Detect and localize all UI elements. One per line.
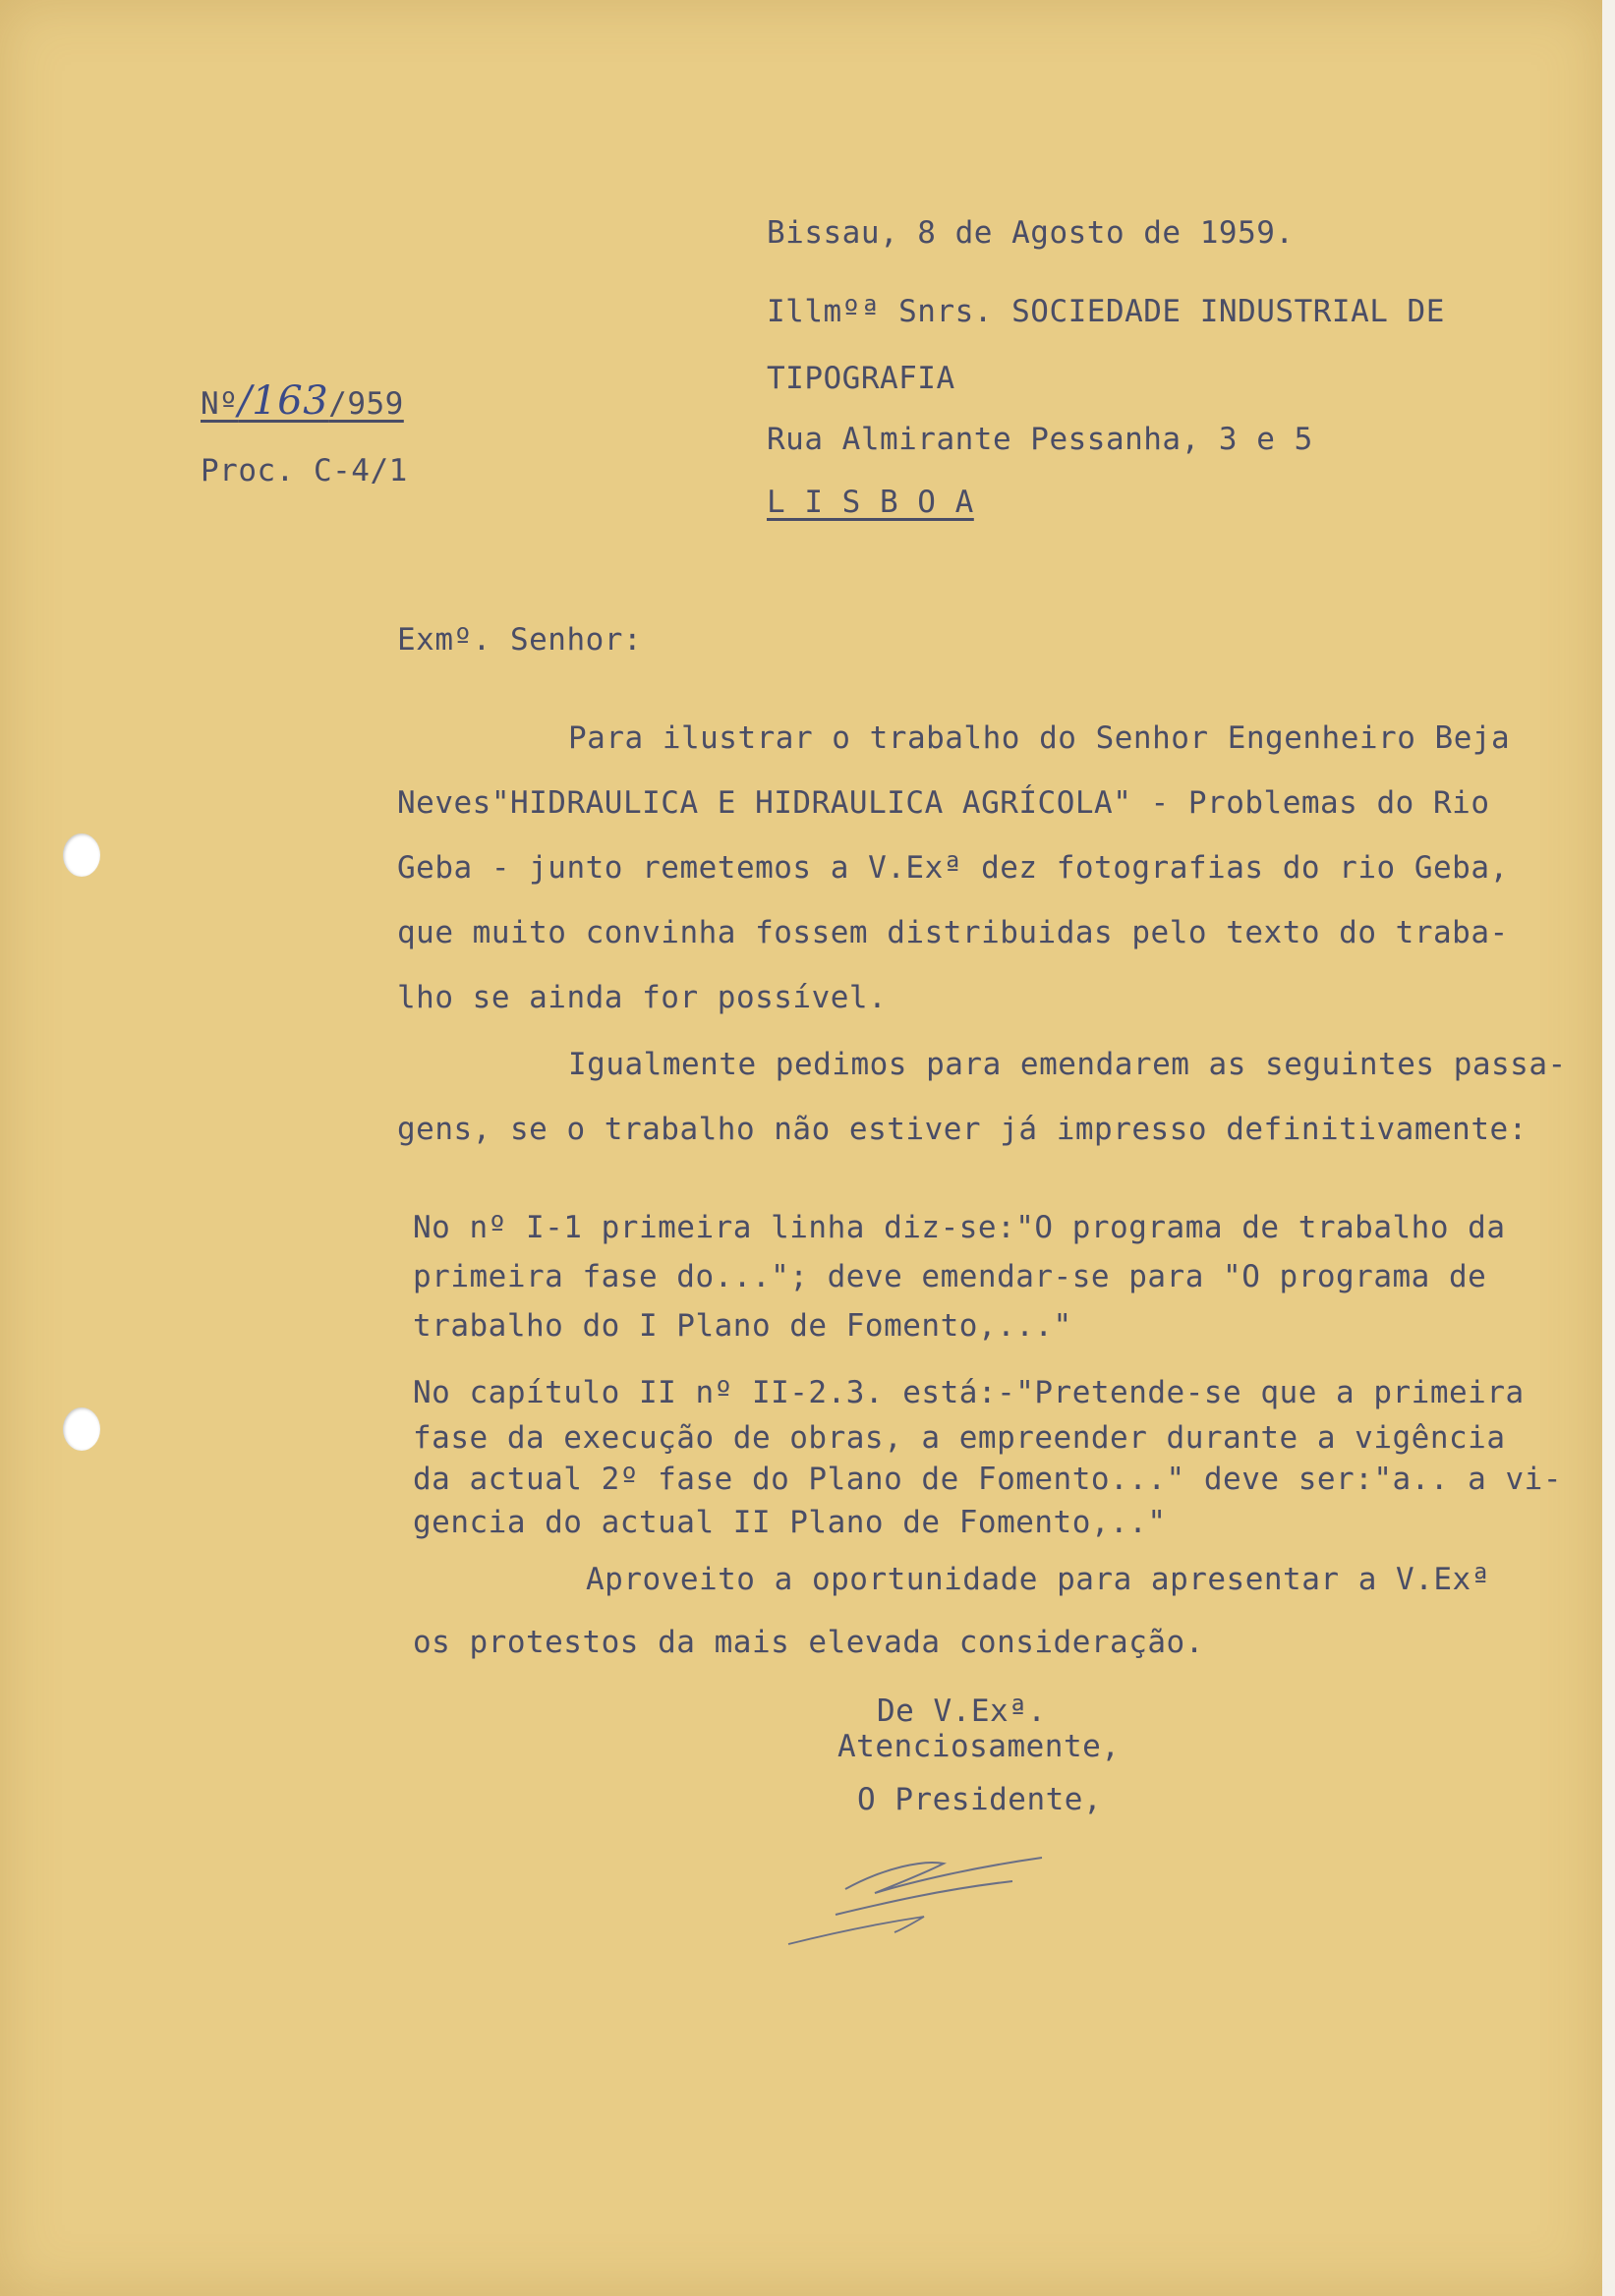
correction-2-line: fase da execução de obras, a empreender durante a vigência xyxy=(413,1420,1506,1456)
body-line: que muito convinha fossem distribuidas pelo texto do traba- xyxy=(397,915,1509,950)
salutation: Exmº. Senhor: xyxy=(397,622,643,658)
signature-image xyxy=(777,1838,1062,1956)
correction-1-line: No nº I-1 primeira linha diz-se:"O programa de trabalho da xyxy=(413,1210,1506,1245)
body-line: Para ilustrar o trabalho do Senhor Engenheiro Beja xyxy=(568,720,1511,756)
body-line: Neves"HIDRAULICA E HIDRAULICA AGRÍCOLA" - Problemas do Rio xyxy=(397,785,1490,821)
body-line: lho se ainda for possível. xyxy=(397,980,888,1015)
process-reference: Proc. C-4/1 xyxy=(201,453,408,488)
reference-number xyxy=(201,378,404,424)
body-line: Geba - junto remetemos a V.Exª dez fotografias do rio Geba, xyxy=(397,850,1509,886)
address-city: L I S B O A xyxy=(767,485,974,520)
correction-1-line: primeira fase do..."; deve emendar-se para "O programa de xyxy=(413,1259,1487,1294)
address-street: Rua Almirante Pessanha, 3 e 5 xyxy=(767,422,1313,457)
reference-suffix: /959 xyxy=(328,386,404,422)
correction-2-line: gencia do actual II Plano de Fomento,.." xyxy=(413,1505,1167,1540)
body-line: gens, se o trabalho não estiver já impresso definitivamente: xyxy=(397,1112,1528,1147)
reference-prefix: Nº xyxy=(201,386,239,422)
place-date: Bissau, 8 de Agosto de 1959. xyxy=(767,215,1295,251)
closing-line: Aproveito a oportunidade para apresentar a V.Exª xyxy=(586,1562,1490,1597)
scan-edge xyxy=(1602,0,1615,2296)
body-line: Igualmente pedimos para emendarem as seguintes passa- xyxy=(568,1047,1567,1082)
addressee-line-2: TIPOGRAFIA xyxy=(767,361,955,396)
closing-line: os protestos da mais elevada consideração. xyxy=(413,1625,1204,1660)
punch-hole xyxy=(63,1407,100,1451)
punch-hole xyxy=(63,833,100,877)
reference-handwritten: /163 xyxy=(238,378,329,424)
correction-1-line: trabalho do I Plano de Fomento,..." xyxy=(413,1308,1072,1344)
signoff-line-2: Atenciosamente, xyxy=(837,1729,1121,1764)
addressee-line-1: Illmºª Snrs. SOCIEDADE INDUSTRIAL DE xyxy=(767,294,1445,329)
signoff-line-3: O Presidente, xyxy=(857,1782,1103,1817)
correction-2-line: da actual 2º fase do Plano de Fomento..." deve ser:"a.. a vi- xyxy=(413,1462,1562,1497)
signoff-line-1: De V.Exª. xyxy=(877,1693,1047,1729)
correction-2-line: No capítulo II nº II-2.3. está:-"Pretende-se que a primeira xyxy=(413,1375,1525,1410)
